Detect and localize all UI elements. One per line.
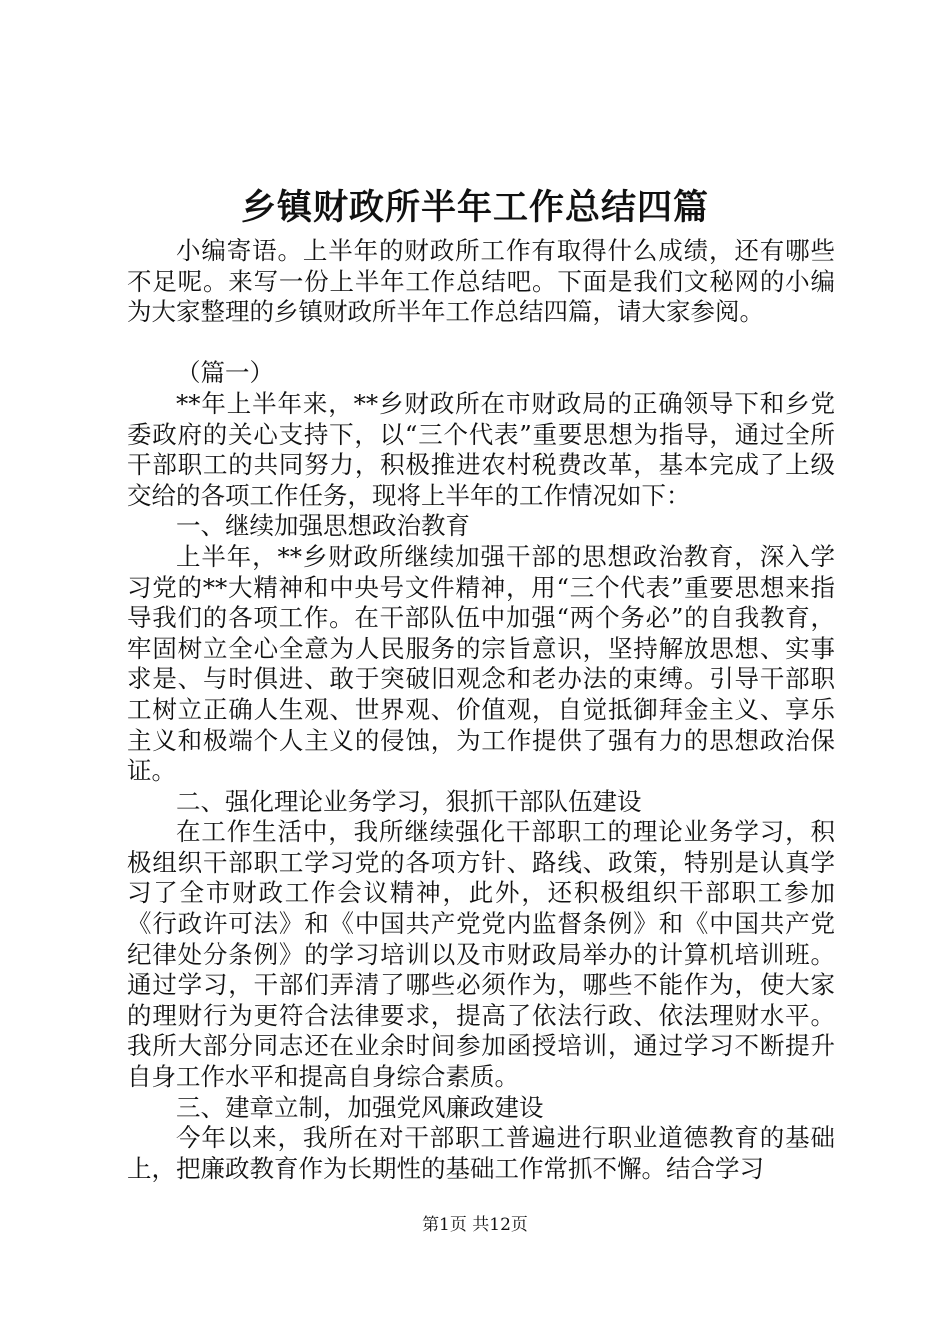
section-1-heading: 一、继续加强思想政治教育 [176,511,470,541]
section-3-paragraph: 今年以来，我所在对干部职工普遍进行职业道德教育的基础上，把廉政教育作为长期性的基础工作常抓不懈。结合学习 [127,1123,835,1183]
section-2-paragraph: 在工作生活中，我所继续强化干部职工的理论业务学习，积极组织干部职工学习党的各项方针、路线、政策，特别是认真学习了全市财政工作会议精神，此外，还积极组织干部职工参加《行政许可法》和《中国共产党党内监督条例》和《中国共产党纪律处分条例》的学习培训以及市财政局举办的计算机培训班。通过学习，干部们弄清了哪些必须作为，哪些不能作为，使大家的理财行为更符合法律要求，提高了依法行政、依法理财水平。我所大部分同志还在业余时间参加函授培训，通过学习不断提升自身工作水平和提高自身综合素质。 [127,817,835,1092]
page-footer: 第1页 共12页 [422,1215,528,1235]
intro-paragraph: 小编寄语。上半年的财政所工作有取得什么成绩，还有哪些不足呢。来写一份上半年工作总结吧。下面是我们文秘网的小编为大家整理的乡镇财政所半年工作总结四篇，请大家参阅。 [127,236,835,327]
document-title: 乡镇财政所半年工作总结四篇 [240,187,709,228]
section-3-heading: 三、建章立制，加强党风廉政建设 [176,1092,544,1122]
document-body [127,236,835,1184]
part-label: （篇一） [176,358,274,388]
section-2-heading: 二、强化理论业务学习，狠抓干部队伍建设 [176,786,642,816]
section-1-paragraph: 上半年，**乡财政所继续加强干部的思想政治教育，深入学习党的**大精神和中央号文件精神，用“三个代表”重要思想来指导我们的各项工作。在干部队伍中加强“两个务必”的自我教育，牢固树立全心全意为人民服务的宗旨意识，坚持解放思想、实事求是、与时俱进、敢于突破旧观念和老办法的束缚。引导干部职工树立正确人生观、世界观、价值观，自觉抵御拜金主义、享乐主义和极端个人主义的侵蚀，为工作提供了强有力的思想政治保证。 [127,541,835,786]
blank-line [127,328,835,359]
opening-paragraph: **年上半年来，**乡财政所在市财政局的正确领导下和乡党委政府的关心支持下，以“三个代表”重要思想为指导，通过全所干部职工的共同努力，积极推进农村税费改革，基本完成了上级交给的各项工作任务，现将上半年的工作情况如下： [127,388,835,510]
